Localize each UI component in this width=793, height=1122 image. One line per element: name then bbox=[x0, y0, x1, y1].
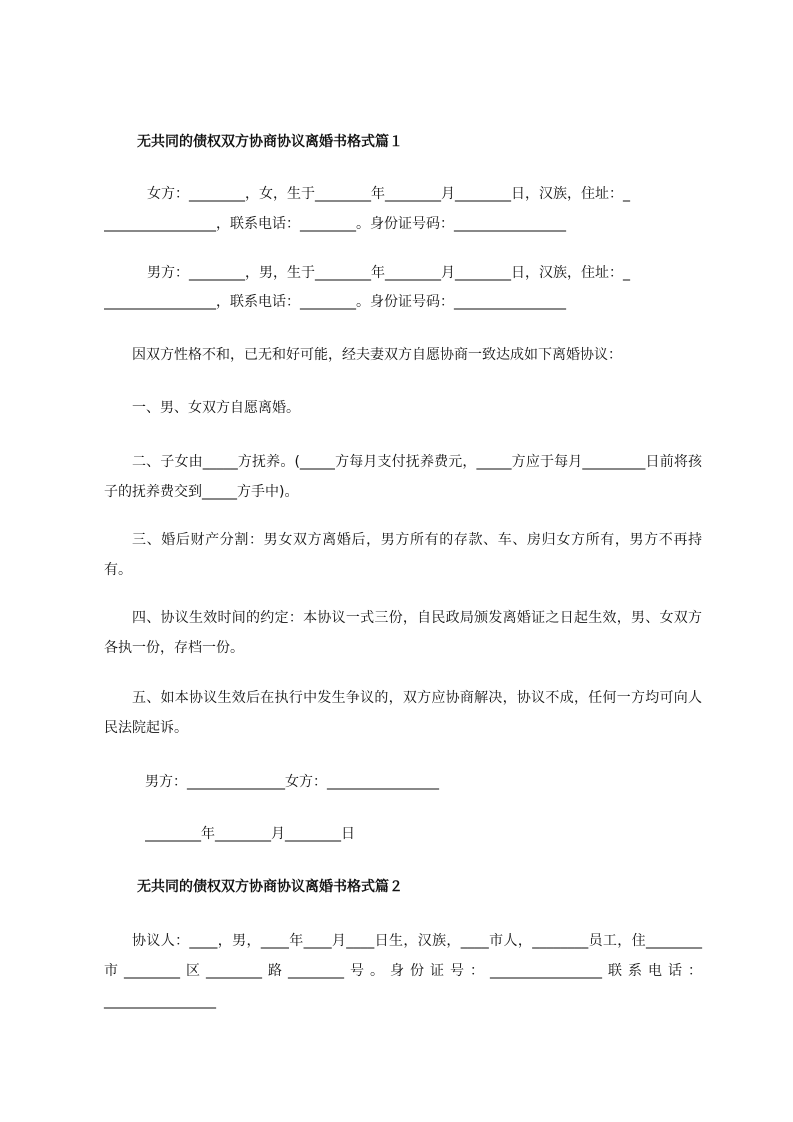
agreement-preamble: 因双方性格不和，已无和好可能，经夫妻双方自愿协商一致达成如下离婚协议： bbox=[132, 347, 622, 363]
signature-line: 男方：______________女方：________________ bbox=[145, 774, 439, 790]
section-2-title: 无共同的债权双方协商协议离婚书格式篇２ bbox=[137, 879, 403, 895]
clause-2: 二、子女由_____方抚养。(_____方每月支付抚养费元，_____方应于每月_________日前将孩子的抚养费交到_____方手中)。 bbox=[104, 454, 702, 500]
date-line: ________年________月________日 bbox=[145, 826, 355, 842]
female-info-line-1: 女方：________，女，生于________年________月________日，汉族，住址：_ bbox=[147, 186, 630, 202]
male-info-line-2: ________________，联系电话：________。身份证号码：________________ bbox=[104, 294, 566, 310]
party-info: 协议人：____，男，____年____月____日生，汉族，____市人，________员工，住________市________区________路________号。身份证号：________________联系电话：________________ bbox=[104, 933, 702, 1009]
clause-4: 四、协议生效时间的约定：本协议一式三份，自民政局颁发离婚证之日起生效，男、女双方各执一份，存档一份。 bbox=[104, 610, 702, 656]
clause-3: 三、婚后财产分割：男女双方离婚后，男方所有的存款、车、房归女方所有，男方不再持有。 bbox=[104, 532, 702, 578]
section-1-title: 无共同的债权双方协商协议离婚书格式篇１ bbox=[137, 134, 403, 150]
female-info-line-2: ________________，联系电话：________。身份证号码：________________ bbox=[104, 216, 566, 232]
clause-1: 一、男、女双方自愿离婚。 bbox=[132, 400, 300, 416]
clause-5: 五、如本协议生效后在执行中发生争议的，双方应协商解决，协议不成，任何一方均可向人民法院起诉。 bbox=[104, 690, 702, 736]
male-info-line-1: 男方：________，男，生于________年________月________日，汉族，住址：_ bbox=[147, 265, 630, 281]
